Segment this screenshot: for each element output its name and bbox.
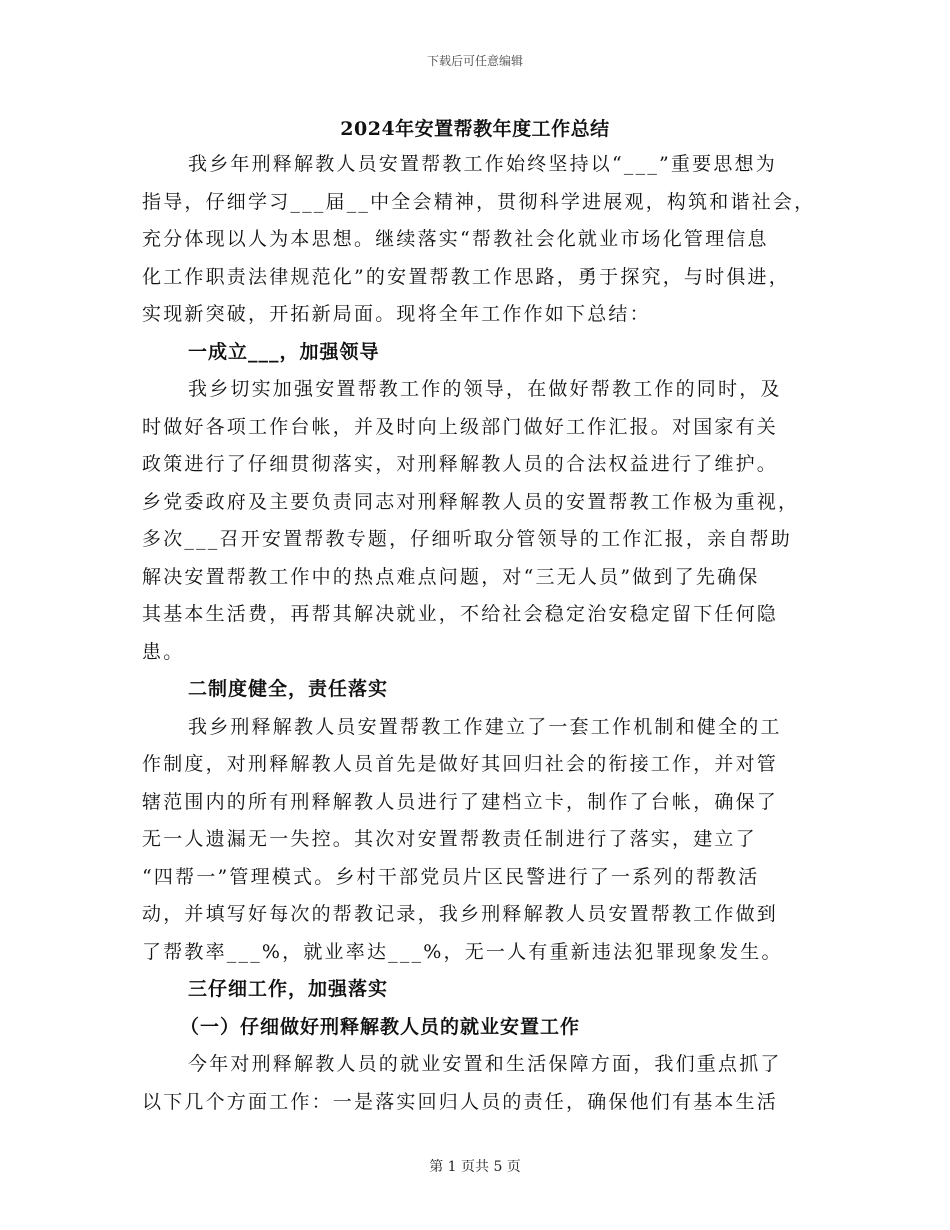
page-number: 第 1 页共 5 页 — [429, 1159, 521, 1175]
section-heading: 一成立___，加强领导 — [188, 340, 380, 363]
body-line: 政策进行了仔细贯彻落实，对刑释解教人员的合法权益进行了维护。 — [142, 453, 779, 475]
body-line: 动，并填写好每次的帮教记录，我乡刑释解教人员安置帮教工作做到 — [142, 903, 779, 925]
body-line: 辖范围内的所有刑释解教人员进行了建档立卡，制作了台帐，确保了 — [142, 790, 779, 813]
body-line: 时做好各项工作台帐，并及时向上级部门做好工作汇报。对国家有关 — [142, 415, 779, 438]
body-line: 作制度，对刑释解教人员首先是做好其回归社会的衔接工作，并对管 — [142, 753, 779, 775]
body-line: 我乡切实加强安置帮教工作的领导，在做好帮教工作的同时，及 — [188, 378, 782, 400]
header-note: 下载后可任意编辑 — [426, 54, 523, 68]
body-line: “四帮一”管理模式。乡村干部党员片区民警进行了一系列的帮教活 — [142, 865, 760, 888]
body-line: 乡党委政府及主要负责同志对刑释解教人员的安置帮教工作极为重视， — [142, 490, 800, 513]
body-line: 患。 — [142, 640, 185, 663]
body-line: 其基本生活费，再帮其解决就业，不给社会稳定治安稳定留下任何隐 — [142, 603, 779, 625]
body-line: 化工作职责法律规范化”的安置帮教工作思路，勇于探究，与时俱进， — [142, 265, 790, 288]
document-body — [142, 146, 814, 1121]
body-line: 了帮教率___%，就业率达___%，无一人有重新违法犯罪现象发生。 — [142, 940, 783, 963]
section-heading: 二制度健全，责任落实 — [188, 678, 389, 700]
document-title: 2024年安置帮教年度工作总结 — [340, 118, 610, 140]
body-line: 指导，仔细学习___届__中全会精神，贯彻科学进展观，构筑和谐社会， — [142, 190, 816, 213]
body-line: 实现新突破，开拓新局面。现将全年工作作如下总结： — [142, 303, 651, 325]
body-line: 我乡年刑释解教人员安置帮教工作始终坚持以“___”重要思想为 — [188, 153, 777, 175]
subsection-heading: （一）仔细做好刑释解教人员的就业安置工作 — [180, 1015, 581, 1038]
body-line: 以下几个方面工作：一是落实回归人员的责任，确保他们有基本生活 — [142, 1090, 779, 1113]
body-line: 充分体现以人为本思想。继续落实“帮教社会化就业市场化管理信息 — [142, 228, 769, 250]
body-line: 多次___召开安置帮教专题，仔细听取分管领导的工作汇报，亲自帮助 — [142, 528, 792, 550]
body-line: 无一人遗漏无一失控。其次对安置帮教责任制进行了落实，建立了 — [142, 828, 757, 850]
section-heading: 三仔细工作，加强落实 — [188, 978, 389, 1000]
body-line: 解决安置帮教工作中的热点难点问题，对“三无人员”做到了先确保 — [142, 565, 760, 588]
body-line: 我乡刑释解教人员安置帮教工作建立了一套工作机制和健全的工 — [188, 715, 782, 738]
body-line: 今年对刑释解教人员的就业安置和生活保障方面，我们重点抓了 — [188, 1053, 782, 1075]
